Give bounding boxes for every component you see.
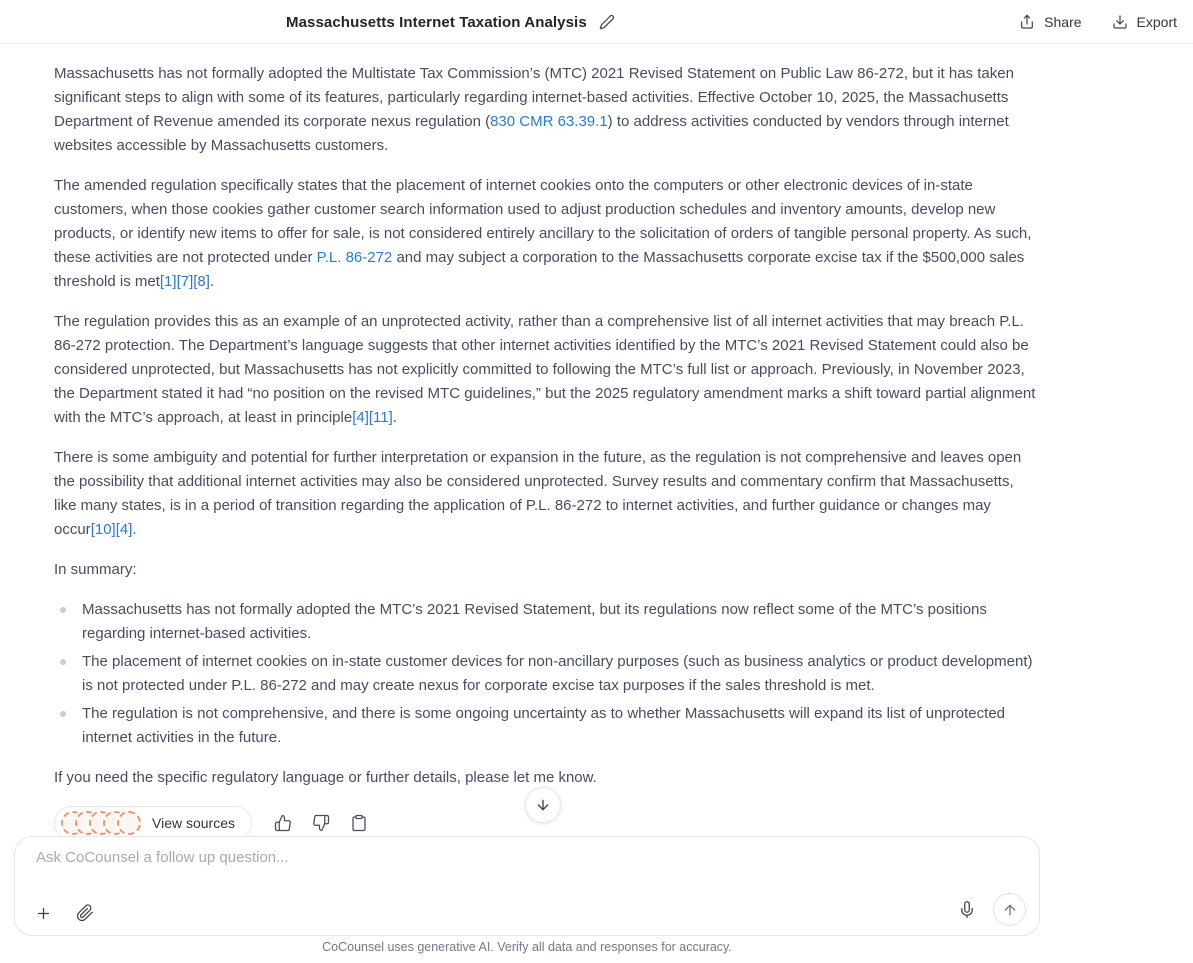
plus-icon — [35, 905, 52, 922]
send-button[interactable] — [993, 893, 1026, 926]
export-button-label: Export — [1136, 14, 1177, 30]
summary-list — [54, 598, 1036, 750]
assistant-message — [54, 62, 1036, 840]
message-paragraph: The regulation provides this as an example of an unprotected activity, rather than a comprehensive list of all internet activities that may breach P.L. 86-272 protection. The Department’s language suggests that other internet activities identified by the MTC’s 2021 Revised Statement could also be considered unprotected, but Massachusetts has not explicitly committed to following the MTC’s full list or approach. Previously, in November 2023, the Department stated it had “no position on the revised MTC guidelines,” but the 2025 regulatory amendment marks a shift toward partial alignment with the MTC’s approach, at least in principle[4][11]. — [54, 313, 1036, 426]
message-paragraph: There is some ambiguity and potential for further interpretation or expansion in the future, as the regulation is not comprehensive and leaves open the possibility that additional internet activities may also be considered unprotected. Survey results and commentary confirm that Massachusetts, like many states, is in a period of transition regarding the application of P.L. 86-272 to internet activities, and further guidance or changes may occur[10][4]. — [54, 449, 1022, 538]
message-paragraph: Massachusetts has not formally adopted the Multistate Tax Commission’s (MTC) 2021 Revised Statement on Public Law 86-272, but it has taken significant steps to align with some of its features, particularly regarding internet-based activities. Effective October 10, 2025, the Massachusetts Department of Revenue amended its corporate nexus regulation (830 CMR 63.39.1) to address activities conducted by vendors through internet websites accessible by Massachusetts customers. — [54, 65, 1014, 154]
attach-file-button[interactable] — [76, 904, 94, 922]
microphone-icon — [958, 901, 976, 919]
composer-tools-right — [958, 893, 1026, 926]
add-button[interactable] — [35, 905, 52, 922]
arrow-up-icon — [1002, 902, 1018, 918]
list-item: Massachusetts has not formally adopted the MTC’s 2021 Revised Statement, but its regulations now reflect some of the MTC’s positions regarding internet-based activities. — [54, 598, 1036, 646]
paperclip-icon — [76, 904, 94, 922]
thumbs-down-icon — [312, 814, 330, 832]
arrow-down-icon — [535, 797, 551, 813]
source-avatars — [61, 811, 141, 835]
list-item: The placement of internet cookies on in-state customer devices for non-ancillary purposes (such as business analytics or product development) is not protected under P.L. 86-272 and may create nexus for corporate excise tax purposes if the sales threshold is met. — [54, 650, 1036, 698]
view-sources-label: View sources — [152, 815, 236, 831]
closing-line: If you need the specific regulatory language or further details, please let me know. — [54, 769, 597, 786]
view-sources-button[interactable] — [54, 806, 252, 840]
citation-link[interactable]: [1][7][8] — [159, 273, 210, 290]
share-button[interactable] — [1019, 14, 1081, 30]
citation-link[interactable]: [4][11] — [352, 409, 393, 426]
scroll-to-bottom-button[interactable] — [525, 787, 561, 823]
share-button-label: Share — [1044, 14, 1082, 30]
summary-intro: In summary: — [54, 561, 137, 578]
composer — [14, 836, 1040, 936]
download-icon — [1112, 14, 1128, 30]
share-icon — [1019, 14, 1035, 30]
source-avatar — [117, 811, 141, 835]
thumbs-down-button[interactable] — [312, 814, 330, 832]
voice-input-button[interactable] — [958, 901, 976, 919]
inline-link[interactable]: P.L. 86-272 — [316, 249, 393, 266]
thumbs-up-icon — [274, 814, 292, 832]
export-button[interactable] — [1112, 14, 1177, 30]
inline-link[interactable]: 830 CMR 63.39.1 — [490, 113, 608, 130]
edit-title-icon[interactable] — [599, 14, 615, 30]
header-actions — [1019, 0, 1177, 44]
citation-link[interactable]: [10][4] — [90, 521, 133, 538]
conversation-title-group — [286, 0, 615, 44]
copy-button[interactable] — [350, 814, 368, 832]
ai-disclaimer: CoCounsel uses generative AI. Verify all data and responses for accuracy. — [322, 940, 732, 954]
top-header — [0, 0, 1193, 44]
followup-question-input[interactable] — [34, 848, 994, 867]
list-item: The regulation is not comprehensive, and there is some ongoing uncertainty as to whether Massachusetts will expand its list of unprotected internet activities in the future. — [54, 702, 1036, 750]
thumbs-up-button[interactable] — [274, 814, 292, 832]
clipboard-icon — [350, 814, 368, 832]
composer-tools-left — [35, 904, 94, 922]
page-title: Massachusetts Internet Taxation Analysis — [286, 13, 587, 31]
message-paragraph: The amended regulation specifically states that the placement of internet cookies onto the computers or other electronic devices of in-state customers, when those cookies gather customer search information used to adjust production schedules and inventory amounts, develop new products, or identify new items to offer for sale, is not considered entirely ancillary to the solicitation of orders of tangible personal property. As such, these activities are not protected under P.L. 86-272 and may subject a corporation to the Massachusetts corporate excise tax if the $500,000 sales threshold is met[1][7][8]. — [54, 177, 1032, 290]
